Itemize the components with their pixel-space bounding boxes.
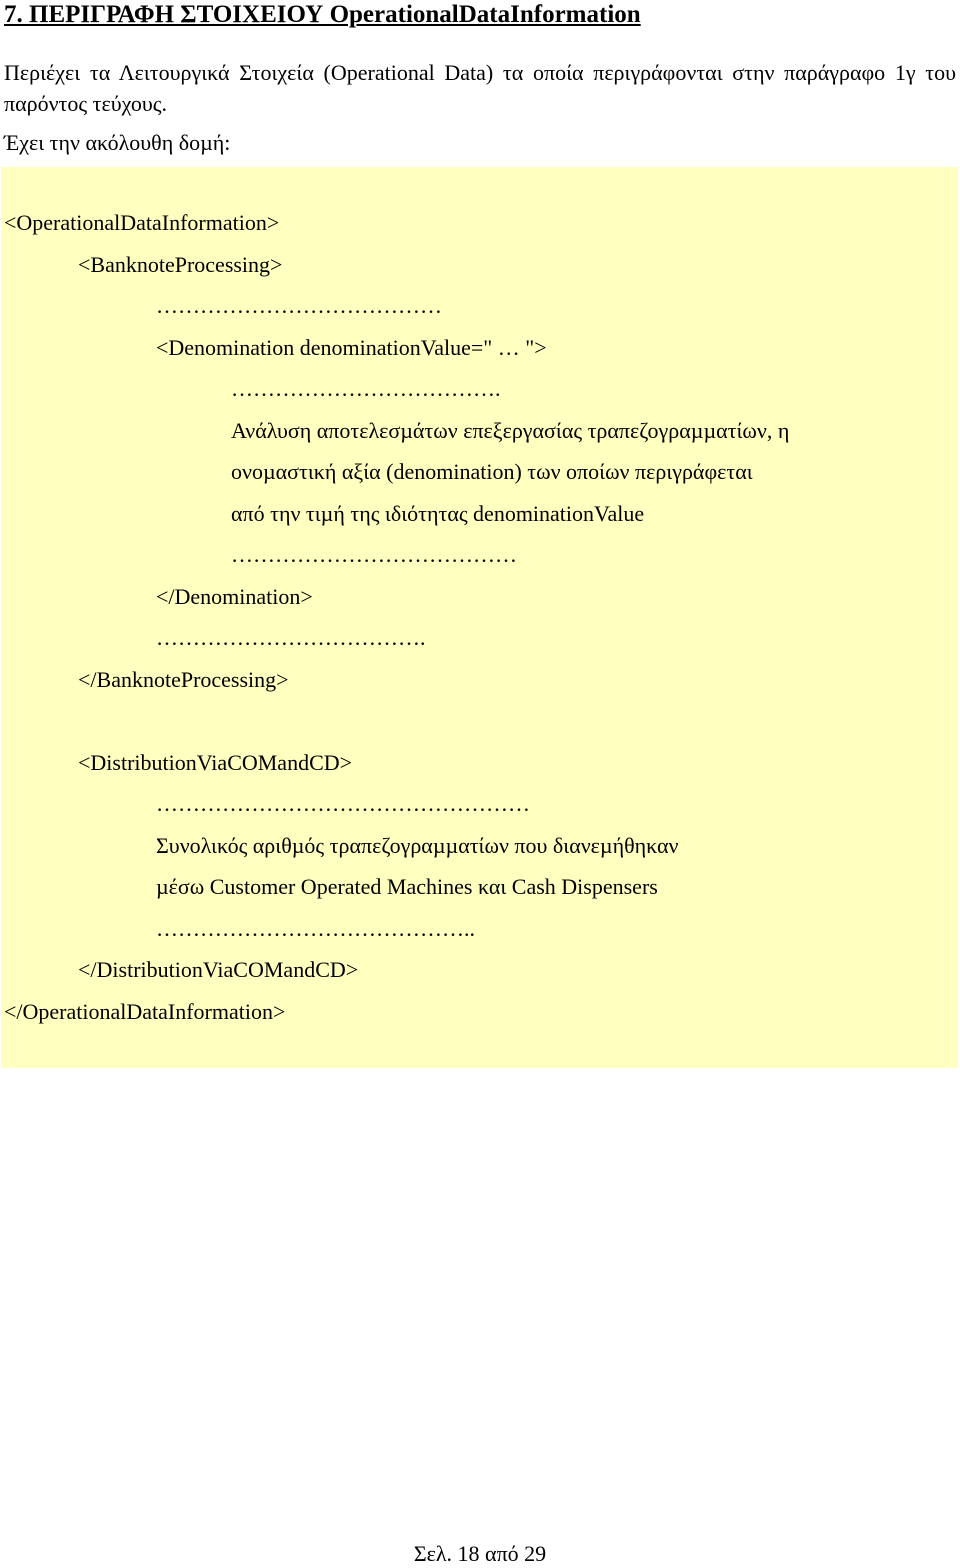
xml-line-ellipsis: …………………………………………… — [156, 791, 530, 816]
xml-line-ellipsis: ………………………………… — [231, 542, 517, 567]
xml-line-description: ονοµαστική αξία (denomination) των οποίων περιγράφεται — [231, 459, 753, 484]
section-heading: 7. ΠΕΡΙΓΡΑΦΗ ΣΤΟΙΧΕΙΟΥ OperationalDataInformation — [4, 1, 641, 28]
xml-line-ellipsis: ………………………………. — [231, 376, 501, 401]
intro-paragraph: Περιέχει τα Λειτουργικά Στοιχεία (Operational Data) τα οποία περιγράφονται στην παράγραφο 1γ του παρόντος τεύχους. — [4, 60, 956, 116]
xml-line-close-denomination: </Denomination> — [156, 584, 313, 609]
structure-label: Έχει την ακόλουθη δοµή: — [4, 130, 231, 155]
xml-line-description: Συνολικός αριθµός τραπεζογραµµατίων που διανεµήθηκαν — [156, 833, 679, 858]
xml-line-open-banknote-processing: <BanknoteProcessing> — [78, 252, 283, 277]
xml-structure-box — [1, 167, 958, 1068]
xml-line-open-distribution: <DistributionViaCOMandCD> — [78, 750, 353, 775]
xml-line-description: Ανάλυση αποτελεσµάτων επεξεργασίας τραπεζογραµµατίων, η — [231, 418, 790, 443]
xml-line-description: από την τιµή της ιδιότητας denominationValue — [231, 501, 645, 526]
xml-line-ellipsis: …………………………………….. — [156, 916, 475, 941]
page-number: Σελ. 18 από 29 — [413, 1541, 547, 1566]
xml-line-open-denomination: <Denomination denominationValue=" … "> — [156, 335, 547, 360]
xml-line-ellipsis: ………………………………. — [156, 625, 426, 650]
xml-line-close-distribution: </DistributionViaCOMandCD> — [78, 957, 359, 982]
xml-line-ellipsis: ………………………………… — [156, 293, 442, 318]
xml-line-open-operational-data: <OperationalDataInformation> — [4, 210, 280, 235]
xml-line-close-operational-data: </OperationalDataInformation> — [4, 999, 286, 1024]
xml-line-close-banknote-processing: </BanknoteProcessing> — [78, 667, 289, 692]
xml-line-description: µέσω Customer Operated Machines και Cash Dispensers — [156, 874, 658, 899]
